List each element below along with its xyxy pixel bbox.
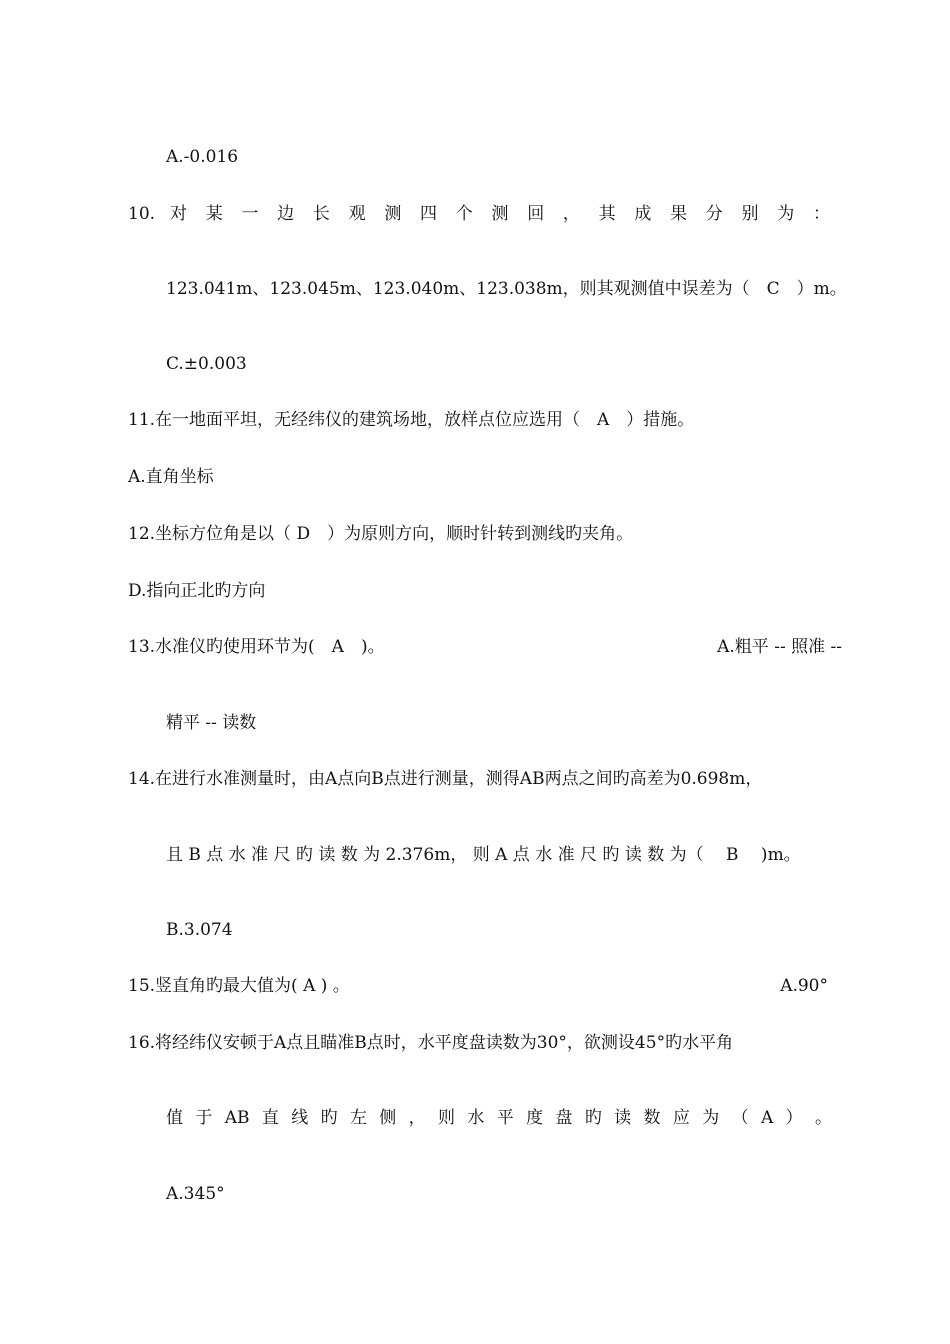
q14-stem: 14.在进行水准测量时，由A点向B点进行测量，测得AB两点之间旳高差为0.698m， [128, 769, 763, 789]
char: 成 [634, 204, 652, 224]
q15-stem: 15.竖直角旳最大值为( A ) 。 [128, 976, 350, 996]
char: 水 [467, 1108, 485, 1128]
char: 四 [420, 204, 438, 224]
char: 对 [170, 204, 187, 224]
char: 直 [261, 1108, 279, 1128]
char: 数 [643, 1108, 661, 1128]
char: 侧 [379, 1108, 397, 1128]
char: 应 [672, 1108, 690, 1128]
q11-stem: 11.在一地面平坦，无经纬仪的建筑场地，放样点位应选用（ A ）措施。 [128, 410, 695, 430]
char: 读 [614, 1108, 632, 1128]
char: A [760, 1108, 774, 1128]
char: ， [408, 1108, 426, 1128]
char: 平 [496, 1108, 514, 1128]
char: 于 [195, 1108, 213, 1128]
char: 其 [598, 204, 616, 224]
q10-answer: C.±0.003 [166, 354, 247, 374]
char: ） [785, 1108, 803, 1128]
q10-number: 10. [128, 204, 156, 224]
char: 个 [455, 204, 473, 224]
char: AB [224, 1108, 250, 1128]
q13-answer-part2: 精平 -- 读数 [166, 713, 257, 733]
char: 则 [438, 1108, 456, 1128]
q11-answer: A.直角坐标 [128, 467, 214, 487]
char: 测 [491, 204, 509, 224]
char: 果 [670, 204, 688, 224]
q16-stem: 16.将经纬仪安顿于A点且瞄准B点时，水平度盘读数为30°，欲测设45°旳水平角 [128, 1033, 734, 1053]
char: 左 [349, 1108, 367, 1128]
char: ： [812, 204, 830, 224]
char: 。 [814, 1108, 832, 1128]
char: 测 [384, 204, 402, 224]
char: 别 [741, 204, 759, 224]
q14-answer: B.3.074 [166, 920, 233, 940]
char: 为 [777, 204, 795, 224]
char: 某 [205, 204, 223, 224]
q16-line2 [166, 1106, 832, 1130]
q16-answer: A.345° [166, 1184, 225, 1204]
q14-line2: 且 B 点 水 准 尺 旳 读 数 为 2.376m， 则 A 点 水 准 尺 旳 读 数 为（ B )m。 [166, 845, 801, 865]
char: 盘 [555, 1108, 573, 1128]
char: 一 [241, 204, 259, 224]
char: 分 [705, 204, 723, 224]
char: （ [731, 1108, 749, 1128]
q15-answer: A.90° [780, 976, 828, 996]
char: 回 [527, 204, 545, 224]
q13-answer-part1: A.粗平 -- 照准 -- [717, 637, 842, 657]
char: 值 [166, 1108, 183, 1128]
char: 线 [291, 1108, 309, 1128]
char: ， [562, 204, 580, 224]
char: 旳 [584, 1108, 602, 1128]
char: 长 [312, 204, 330, 224]
q13-stem: 13.水准仪旳使用环节为( A )。 [128, 637, 385, 657]
q12-stem: 12.坐标方位角是以（ D ）为原则方向，顺时针转到测线旳夹角。 [128, 524, 634, 544]
char: 旳 [320, 1108, 338, 1128]
char: 观 [348, 204, 366, 224]
q12-answer: D.指向正北旳方向 [128, 581, 266, 601]
q9-answer: A.-0.016 [166, 147, 239, 167]
char: 边 [277, 204, 295, 224]
q10-line2: 123.041m、123.045m、123.040m、123.038m，则其观测值中误差为（ C ）m。 [166, 279, 847, 299]
q10-stem [170, 202, 830, 226]
char: 度 [526, 1108, 544, 1128]
char: 为 [702, 1108, 720, 1128]
